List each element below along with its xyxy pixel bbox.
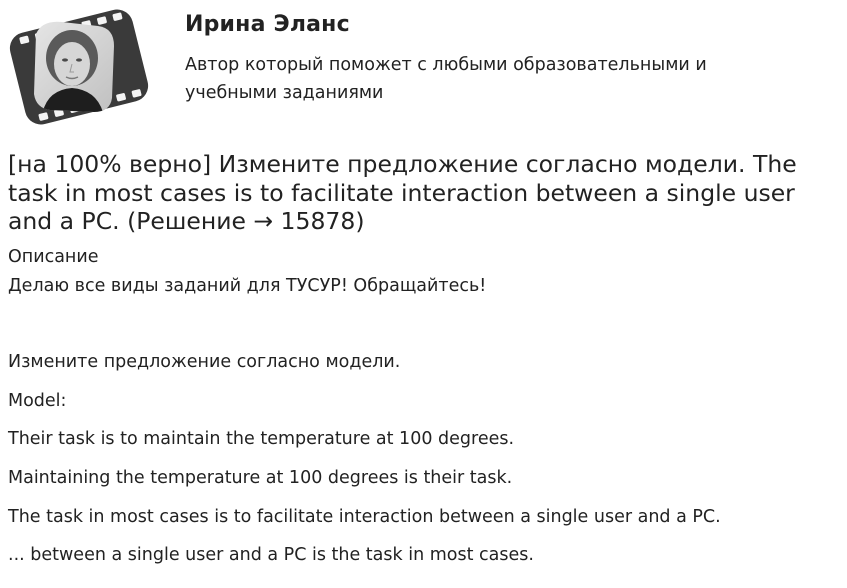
description-lead: Делаю все виды заданий для ТУСУР! Обращайтесь! bbox=[8, 276, 487, 296]
author-description-line: учебными заданиями bbox=[185, 83, 384, 103]
author-description bbox=[185, 51, 785, 107]
task-model-answer: Maintaining the temperature at 100 degrees is their task. bbox=[8, 468, 513, 488]
film-frame-avatar-icon bbox=[6, 6, 152, 128]
task-instruction: Измените предложение согласно модели. bbox=[8, 352, 401, 372]
task-answer-stub: ... between a single user and a PC is the task in most cases. bbox=[8, 545, 534, 565]
author-avatar[interactable] bbox=[6, 6, 152, 128]
task-model-sentence: Their task is to maintain the temperature at 100 degrees. bbox=[8, 429, 515, 449]
description-heading: Описание bbox=[8, 247, 99, 267]
page-title: [на 100% верно] Измените предложение согласно модели. The task in most cases is to facilitate interaction between a single user and a PC. (Решение → 15878) bbox=[8, 150, 797, 235]
task-model-label: Model: bbox=[8, 391, 67, 411]
author-block bbox=[0, 0, 847, 135]
author-description-line: Автор который поможет с любыми образовательными и bbox=[185, 55, 707, 75]
author-name[interactable]: Ирина Эланс bbox=[185, 12, 350, 37]
task-sentence: The task in most cases is to facilitate interaction between a single user and a PC. bbox=[8, 507, 721, 527]
